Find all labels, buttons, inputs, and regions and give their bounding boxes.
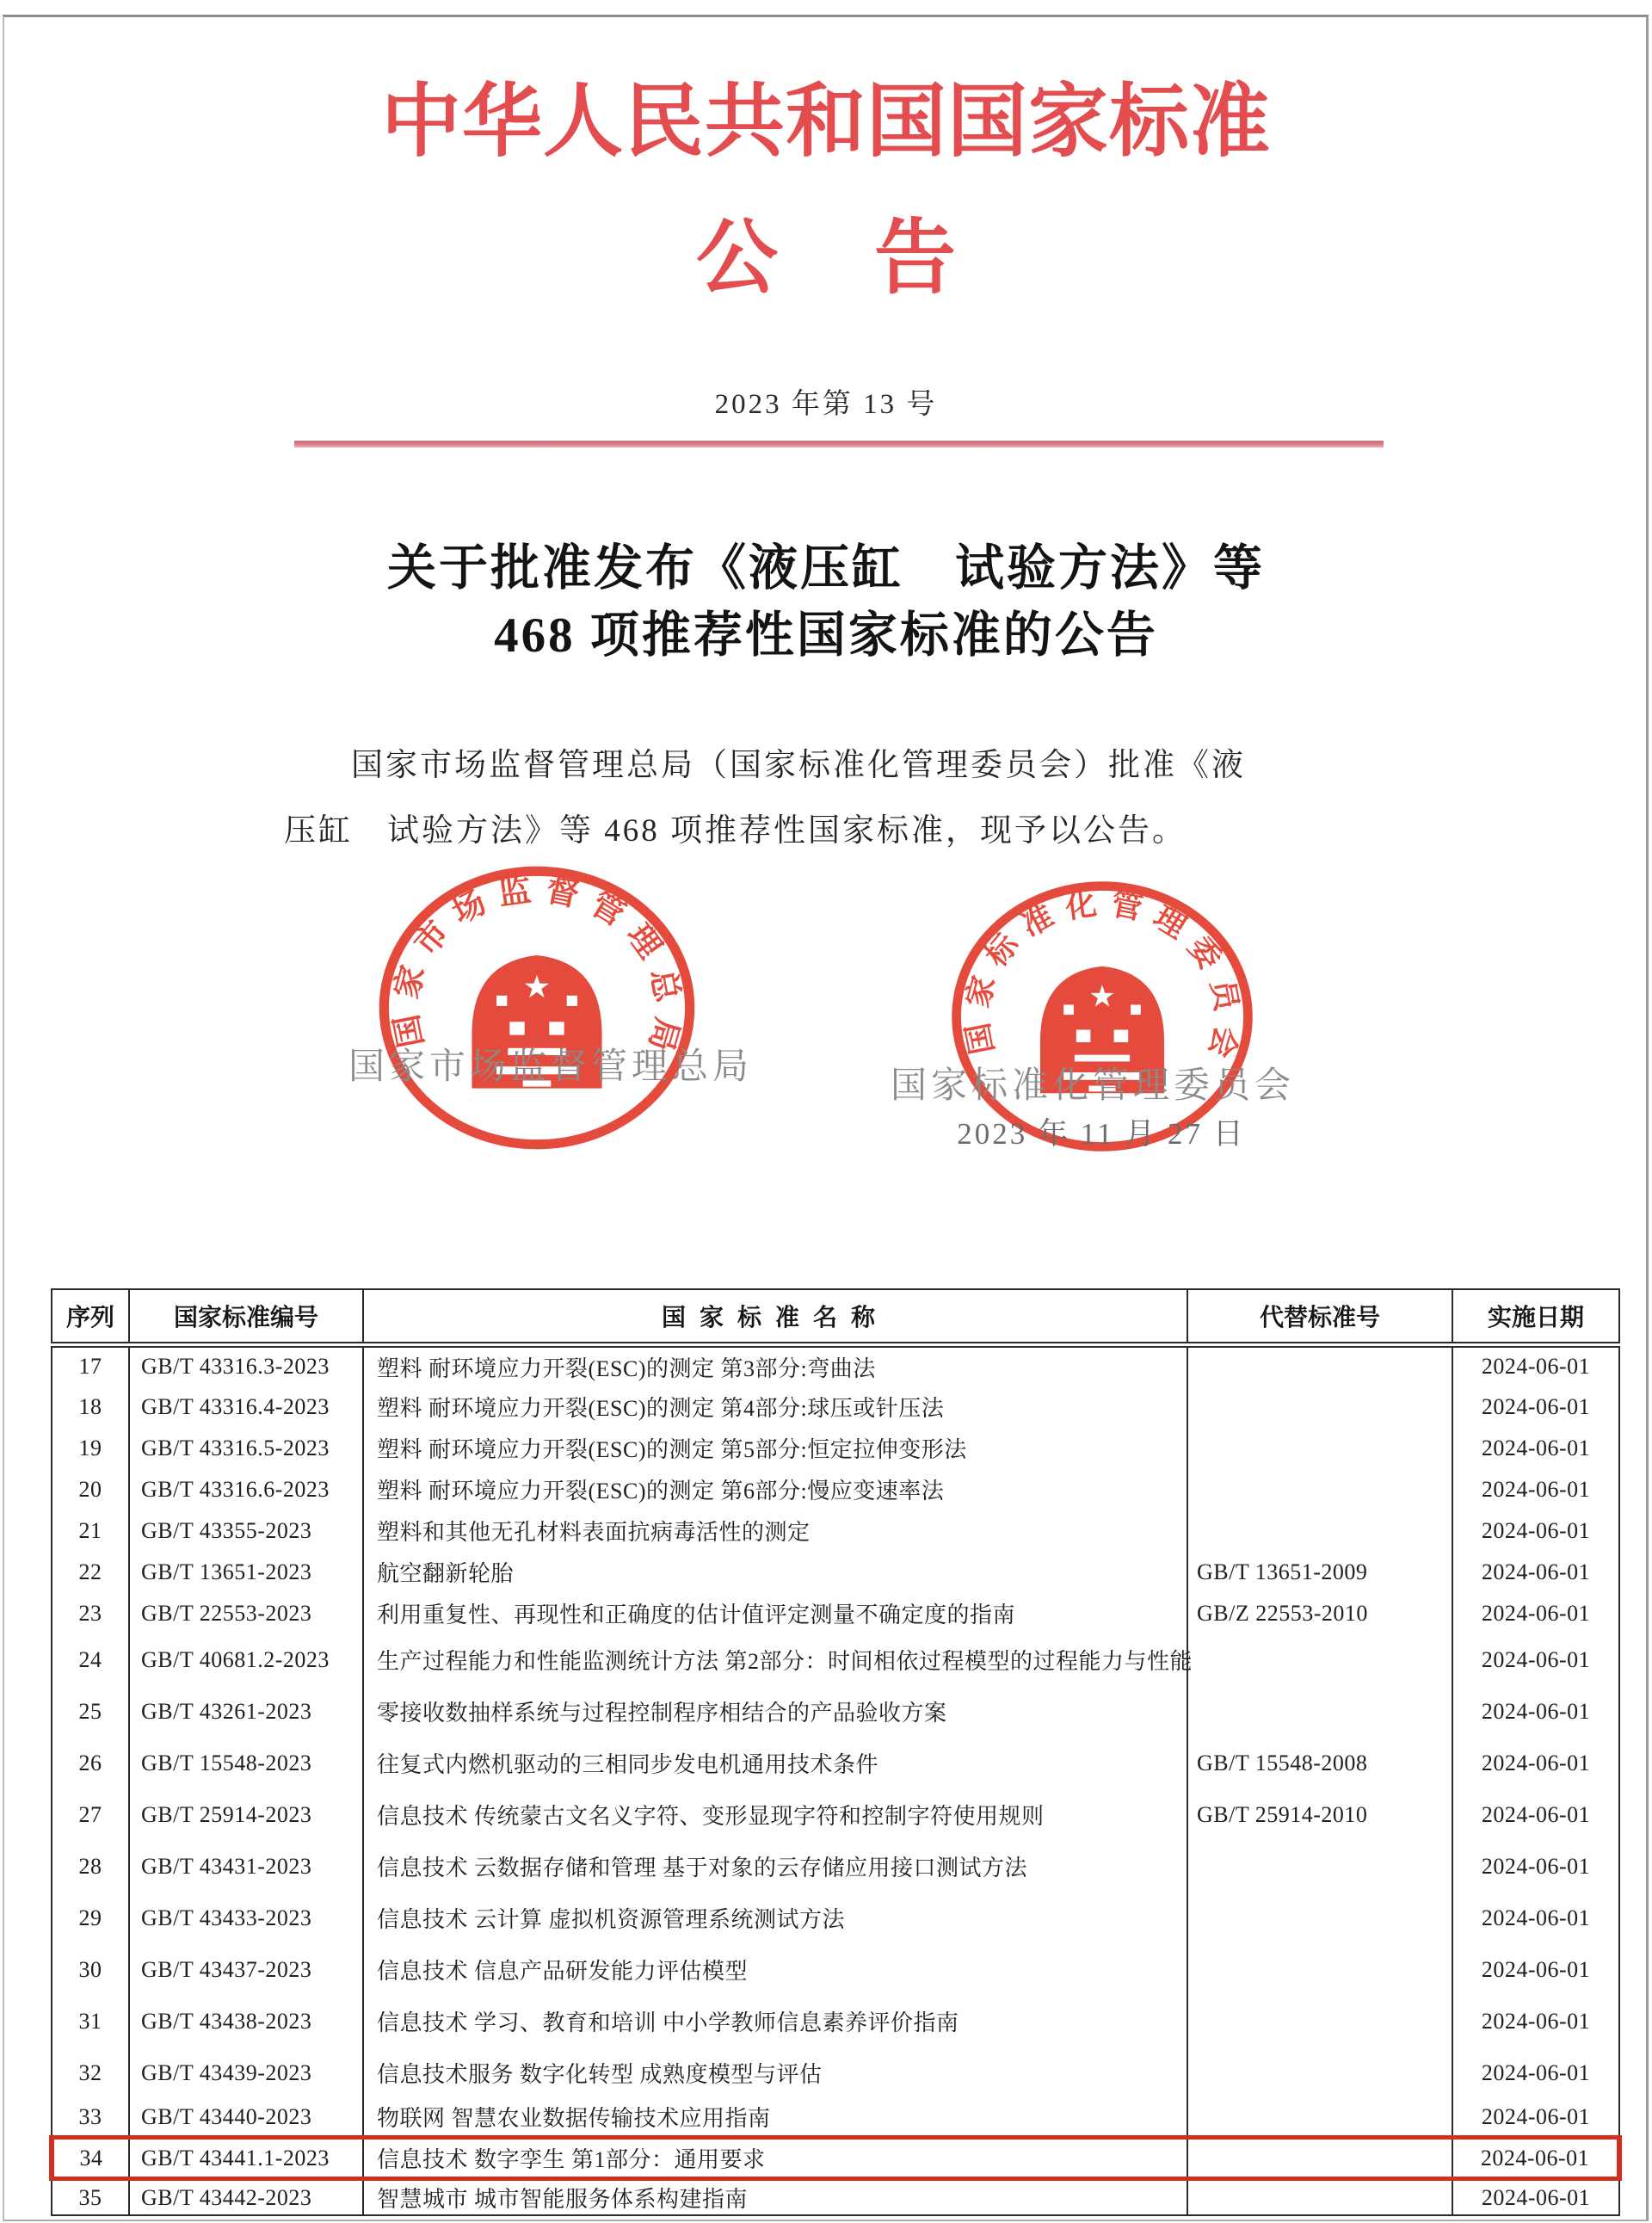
cell-replaces [1187, 1469, 1452, 1510]
cell-replaces [1187, 1893, 1452, 1944]
table-header-row [52, 1289, 1619, 1345]
cell-seq: 22 [52, 1552, 129, 1593]
issuer-name-left: 国家市场监督管理总局 [348, 1047, 753, 1087]
body-line-1: 国家市场监督管理总局（国家标准化管理委员会）批准《液 [351, 748, 1246, 783]
table-row [52, 1944, 1619, 1996]
cell-seq: 18 [52, 1386, 129, 1428]
cell-std-no: GB/T 43316.5-2023 [129, 1428, 363, 1469]
col-header-std-no: 国家标准编号 [129, 1289, 363, 1345]
table-row [52, 1686, 1619, 1738]
table-row [52, 2099, 1619, 2138]
cell-std-name: 往复式内燃机驱动的三相同步发电机通用技术条件 [363, 1738, 1187, 1789]
cell-std-no: GB/T 43437-2023 [129, 1944, 363, 1996]
cell-replaces [1187, 1386, 1452, 1428]
table-row [52, 1345, 1619, 1386]
cell-std-name: 信息技术 数字孪生 第1部分：通用要求 [363, 2138, 1187, 2179]
cell-std-no: GB/T 43441.1-2023 [129, 2138, 363, 2179]
cell-replaces: GB/T 13651-2009 [1187, 1552, 1452, 1593]
cell-std-name: 利用重复性、再现性和正确度的估计值评定测量不确定度的指南 [363, 1593, 1187, 1634]
table-row [52, 2179, 1619, 2216]
col-header-seq: 序列 [52, 1289, 129, 1345]
cell-impl-date: 2024-06-01 [1452, 2138, 1619, 2179]
cell-std-no: GB/T 43316.4-2023 [129, 1386, 363, 1428]
cell-std-no: GB/T 43261-2023 [129, 1686, 363, 1738]
cell-replaces [1187, 2138, 1452, 2179]
cell-replaces: GB/T 15548-2008 [1187, 1738, 1452, 1789]
cell-std-name: 塑料 耐环境应力开裂(ESC)的测定 第3部分:弯曲法 [363, 1345, 1187, 1386]
seal-ring-text-left: 国家市场监督管理总局 [387, 871, 687, 1060]
announcement-word: 公告 [695, 213, 1052, 304]
body-line-2: 压缸 试验方法》等 468 项推荐性国家标准，现予以公告。 [284, 813, 1187, 849]
cell-std-name: 信息技术服务 数字化转型 成熟度模型与评估 [363, 2047, 1187, 2099]
table-row [52, 2047, 1619, 2099]
cell-std-name: 信息技术 传统蒙古文名义字符、变形显现字符和控制字符使用规则 [363, 1789, 1187, 1841]
cell-std-name: 信息技术 云计算 虚拟机资源管理系统测试方法 [363, 1893, 1187, 1944]
table-row [52, 1789, 1619, 1841]
heading-line-1: 关于批准发布《液压缸 试验方法》等 [387, 541, 1265, 596]
cell-impl-date: 2024-06-01 [1452, 1789, 1619, 1841]
cell-replaces [1187, 1841, 1452, 1893]
cell-std-no: GB/T 43439-2023 [129, 2047, 363, 2099]
cell-impl-date: 2024-06-01 [1452, 1944, 1619, 1996]
cell-replaces [1187, 1428, 1452, 1469]
heading-line-2: 468 项推荐性国家标准的公告 [494, 608, 1158, 663]
cell-impl-date: 2024-06-01 [1452, 1686, 1619, 1738]
cell-std-name: 航空翻新轮胎 [363, 1552, 1187, 1593]
cell-impl-date: 2024-06-01 [1452, 1552, 1619, 1593]
cell-std-no: GB/T 22553-2023 [129, 1593, 363, 1634]
svg-text:★: ★ [1088, 979, 1116, 1014]
cell-seq: 27 [52, 1789, 129, 1841]
cell-std-no: GB/T 43316.6-2023 [129, 1469, 363, 1510]
cell-seq: 19 [52, 1428, 129, 1469]
cell-seq: 29 [52, 1893, 129, 1944]
cell-std-name: 塑料和其他无孔材料表面抗病毒活性的测定 [363, 1510, 1187, 1552]
red-divider-rule [294, 441, 1384, 448]
cell-std-name: 生产过程能力和性能监测统计方法 第2部分：时间相依过程模型的过程能力与性能 [363, 1634, 1187, 1686]
cell-std-name: 零接收数抽样系统与过程控制程序相结合的产品验收方案 [363, 1686, 1187, 1738]
cell-std-name: 智慧城市 城市智能服务体系构建指南 [363, 2179, 1187, 2216]
col-header-replaces: 代替标准号 [1187, 1289, 1452, 1345]
cell-impl-date: 2024-06-01 [1452, 2099, 1619, 2138]
cell-seq: 33 [52, 2099, 129, 2138]
col-header-name: 国家标准名称 [363, 1289, 1187, 1345]
document-title: 中华人民共和国国家标准 [381, 78, 1271, 167]
cell-std-no: GB/T 13651-2023 [129, 1552, 363, 1593]
cell-std-name: 信息技术 信息产品研发能力评估模型 [363, 1944, 1187, 1996]
table-row [52, 1552, 1619, 1593]
cell-replaces [1187, 1996, 1452, 2047]
table-row [52, 1634, 1619, 1686]
cell-std-no: GB/T 43433-2023 [129, 1893, 363, 1944]
cell-seq: 25 [52, 1686, 129, 1738]
issue-number: 2023 年第 13 号 [714, 389, 938, 420]
cell-replaces [1187, 1686, 1452, 1738]
announcement-heading [0, 535, 1652, 670]
cell-std-no: GB/T 43440-2023 [129, 2099, 363, 2138]
table-row [52, 1841, 1619, 1893]
cell-std-no: GB/T 43355-2023 [129, 1510, 363, 1552]
cell-seq: 17 [52, 1345, 129, 1386]
cell-impl-date: 2024-06-01 [1452, 1841, 1619, 1893]
cell-std-no: GB/T 43438-2023 [129, 1996, 363, 2047]
cell-seq: 23 [52, 1593, 129, 1634]
cell-seq: 20 [52, 1469, 129, 1510]
cell-seq: 30 [52, 1944, 129, 1996]
cell-std-name: 信息技术 云数据存储和管理 基于对象的云存储应用接口测试方法 [363, 1841, 1187, 1893]
cell-std-name: 塑料 耐环境应力开裂(ESC)的测定 第5部分:恒定拉伸变形法 [363, 1428, 1187, 1469]
issuer-name-right: 国家标准化管理委员会 [890, 1066, 1295, 1106]
svg-text:★: ★ [522, 968, 552, 1004]
table-row [52, 1428, 1619, 1469]
seal-ring-text-right: 国家标准化管理委员会 [959, 886, 1245, 1066]
cell-std-no: GB/T 15548-2023 [129, 1738, 363, 1789]
cell-impl-date: 2024-06-01 [1452, 1996, 1619, 2047]
cell-impl-date: 2024-06-01 [1452, 1510, 1619, 1552]
announcement-body [284, 733, 1446, 864]
cell-impl-date: 2024-06-01 [1452, 1345, 1619, 1386]
cell-std-no: GB/T 43431-2023 [129, 1841, 363, 1893]
cell-std-no: GB/T 40681.2-2023 [129, 1634, 363, 1686]
col-header-impl-date: 实施日期 [1452, 1289, 1619, 1345]
cell-impl-date: 2024-06-01 [1452, 2047, 1619, 2099]
cell-impl-date: 2024-06-01 [1452, 1634, 1619, 1686]
cell-replaces [1187, 2179, 1452, 2216]
cell-std-name: 物联网 智慧农业数据传输技术应用指南 [363, 2099, 1187, 2138]
issue-date: 2023 年 11 月 27 日 [957, 1117, 1246, 1151]
cell-seq: 26 [52, 1738, 129, 1789]
cell-replaces [1187, 1634, 1452, 1686]
cell-replaces [1187, 2047, 1452, 2099]
table-row [52, 1469, 1619, 1510]
cell-std-name: 塑料 耐环境应力开裂(ESC)的测定 第6部分:慢应变速率法 [363, 1469, 1187, 1510]
standards-table [49, 1288, 1622, 2216]
cell-std-no: GB/T 43442-2023 [129, 2179, 363, 2216]
standards-table-container [49, 1288, 1620, 2216]
cell-impl-date: 2024-06-01 [1452, 2179, 1619, 2216]
cell-impl-date: 2024-06-01 [1452, 1428, 1619, 1469]
table-row [52, 1996, 1619, 2047]
cell-impl-date: 2024-06-01 [1452, 1469, 1619, 1510]
cell-replaces [1187, 1345, 1452, 1386]
cell-replaces: GB/Z 22553-2010 [1187, 1593, 1452, 1634]
cell-impl-date: 2024-06-01 [1452, 1738, 1619, 1789]
cell-seq: 24 [52, 1634, 129, 1686]
table-row [52, 1893, 1619, 1944]
cell-replaces [1187, 1944, 1452, 1996]
cell-seq: 28 [52, 1841, 129, 1893]
cell-std-no: GB/T 25914-2023 [129, 1789, 363, 1841]
cell-std-no: GB/T 43316.3-2023 [129, 1345, 363, 1386]
cell-seq: 34 [52, 2138, 129, 2179]
table-row [52, 1738, 1619, 1789]
cell-seq: 35 [52, 2179, 129, 2216]
cell-seq: 31 [52, 1996, 129, 2047]
cell-replaces [1187, 2099, 1452, 2138]
cell-std-name: 塑料 耐环境应力开裂(ESC)的测定 第4部分:球压或针压法 [363, 1386, 1187, 1428]
cell-impl-date: 2024-06-01 [1452, 1386, 1619, 1428]
cell-impl-date: 2024-06-01 [1452, 1593, 1619, 1634]
cell-seq: 32 [52, 2047, 129, 2099]
table-row [52, 1593, 1619, 1634]
cell-impl-date: 2024-06-01 [1452, 1893, 1619, 1944]
official-seal-left-icon [370, 859, 704, 1157]
cell-std-name: 信息技术 学习、教育和培训 中小学教师信息素养评价指南 [363, 1996, 1187, 2047]
table-row-highlighted [52, 2138, 1619, 2179]
table-row [52, 1386, 1619, 1428]
table-body [52, 1345, 1619, 2216]
cell-replaces [1187, 1510, 1452, 1552]
table-row [52, 1510, 1619, 1552]
cell-replaces: GB/T 25914-2010 [1187, 1789, 1452, 1841]
cell-seq: 21 [52, 1510, 129, 1552]
